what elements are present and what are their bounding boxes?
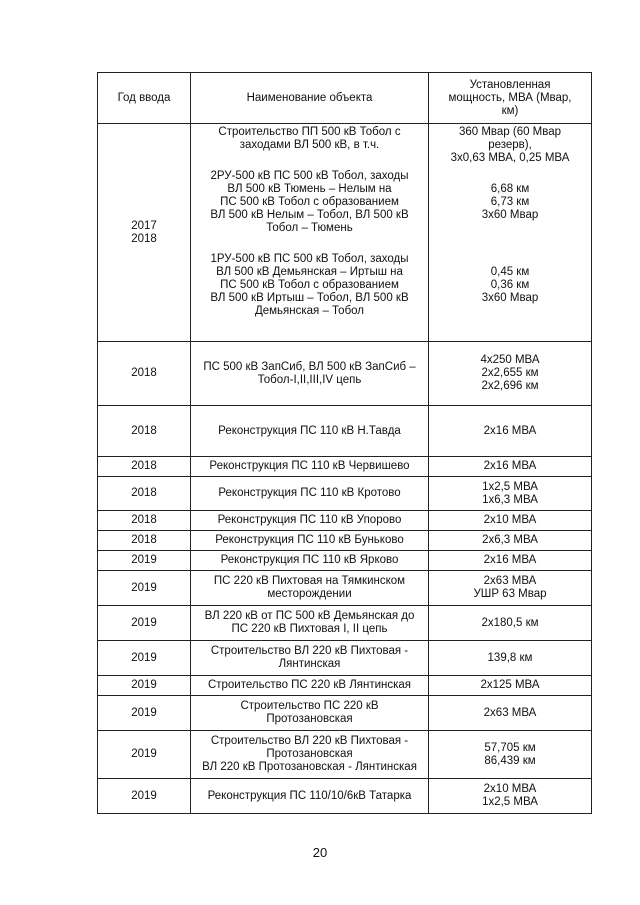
table-row — [98, 641, 592, 676]
spacer — [432, 165, 588, 183]
capacity-line: 6,68 км — [490, 183, 530, 195]
capacity-line: 2х16 МВА — [483, 460, 537, 472]
header-capacity — [429, 73, 592, 124]
year-cell: 2019 — [98, 779, 191, 814]
name-cell — [191, 531, 429, 551]
name-cell — [191, 641, 429, 676]
capacity-block — [432, 126, 588, 165]
name-block — [194, 126, 425, 152]
name-line: месторождении — [267, 588, 352, 600]
name-line: ВЛ 500 кВ Нелым – Тобол, ВЛ 500 кВ — [210, 209, 409, 221]
year-cell: 2018 — [98, 342, 191, 406]
name-line: ПС 220 кВ Пихтовая на Тямкинском — [213, 575, 406, 587]
name-line: ВЛ 500 кВ Демьянская – Иртыш на — [216, 266, 403, 278]
name-line: ВЛ 500 кВ Тюмень – Нелым на — [227, 183, 392, 195]
table-row — [98, 406, 592, 457]
table-row — [98, 477, 592, 511]
table-row — [98, 124, 592, 342]
capacity-line: 2х16 МВА — [483, 424, 537, 437]
capacity-line: 2х180,5 км — [481, 616, 539, 629]
spacer — [432, 222, 588, 266]
table-row — [98, 571, 592, 606]
table-row — [98, 531, 592, 551]
year-cell: 2018 — [98, 406, 191, 457]
capacity-line: 2х63 МВА — [483, 575, 537, 587]
table-row — [98, 511, 592, 531]
capacity-line: 2х2,696 км — [481, 380, 539, 392]
header-year: Год ввода — [98, 73, 191, 124]
name-line: ПС 500 кВ Тобол с образованием — [220, 196, 399, 208]
name-line: ПС 220 кВ Пихтовая I, II цепь — [231, 623, 388, 635]
year-cell — [98, 124, 191, 342]
year-line: 2018 — [131, 232, 157, 245]
name-line: Строительство ВЛ 220 кВ Пихтовая - — [210, 735, 409, 747]
spacer — [194, 152, 425, 170]
name-line: 2РУ-500 кВ ПС 500 кВ Тобол, заходы — [210, 170, 409, 182]
capacity-line: 3х60 Мвар — [481, 209, 539, 221]
year-cell: 2019 — [98, 551, 191, 571]
capacity-block — [432, 266, 588, 305]
name-line: ВЛ 220 кВ Протозановская - Лянтинская — [202, 761, 417, 773]
header-name: Наименование объекта — [191, 73, 429, 124]
table-header-row — [98, 73, 592, 124]
name-block — [194, 170, 425, 235]
name-line: Строительство ПС 220 кВ — [240, 700, 379, 712]
year-cell: 2019 — [98, 571, 191, 606]
table-row — [98, 457, 592, 477]
capacity-line: 360 Мвар (60 Мвар — [458, 126, 562, 138]
capacity-line: 0,45 км — [490, 266, 530, 278]
table-row — [98, 676, 592, 696]
name-cell — [191, 606, 429, 641]
capacity-line: 2х6,3 МВА — [482, 534, 538, 546]
capacity-line: 1х6,3 МВА — [482, 493, 538, 506]
table-body — [98, 342, 592, 814]
name-block — [194, 253, 425, 318]
name-line: Протозановская — [266, 748, 353, 760]
name-line: заходами ВЛ 500 кВ, в т.ч. — [239, 139, 380, 151]
name-line: Протозановская — [266, 713, 353, 725]
name-line: Строительство ПС 220 кВ Лянтинская — [207, 679, 412, 691]
capacity-line: 2х63 МВА — [483, 706, 537, 719]
name-line: Тобол-I,II,III,IV цепь — [257, 373, 362, 386]
capacity-cell — [429, 571, 592, 606]
facilities-table — [97, 72, 592, 814]
year-cell: 2018 — [98, 477, 191, 511]
capacity-cell — [429, 606, 592, 641]
capacity-line: 1х2,5 МВА — [482, 480, 538, 493]
name-line: Демьянская – Тобол — [254, 305, 365, 317]
year-cell: 2018 — [98, 457, 191, 477]
name-line: ВЛ 500 кВ Иртыш – Тобол, ВЛ 500 кВ — [210, 292, 409, 304]
capacity-line: 86,439 км — [484, 754, 536, 767]
table-row — [98, 696, 592, 731]
table-row — [98, 342, 592, 406]
capacity-cell — [429, 696, 592, 731]
capacity-line: 139,8 км — [487, 651, 533, 664]
capacity-cell — [429, 531, 592, 551]
name-cell — [191, 551, 429, 571]
table-row — [98, 551, 592, 571]
name-line: Реконструкция ПС 110/10/6кВ Татарка — [207, 789, 412, 802]
name-line: Реконструкция ПС 110 кВ Червишево — [209, 460, 410, 472]
name-line: Лянтинская — [278, 658, 341, 670]
name-cell — [191, 676, 429, 696]
name-line: Реконструкция ПС 110 кВ Кротово — [218, 487, 401, 499]
year-cell: 2018 — [98, 531, 191, 551]
capacity-line: 6,73 км — [490, 196, 530, 208]
name-line: Строительство ПП 500 кВ Тобол с — [218, 126, 401, 138]
name-cell — [191, 779, 429, 814]
capacity-line: 1х2,5 МВА — [482, 796, 538, 808]
capacity-line: резерв), — [488, 139, 532, 151]
capacity-line: 0,36 км — [490, 279, 530, 291]
capacity-line: 2х10 МВА — [483, 514, 537, 526]
capacity-cell — [429, 477, 592, 511]
header-capacity-line: мощность, МВА (Мвар, — [448, 91, 572, 104]
capacity-line: 3х0,63 МВА, 0,25 МВА — [450, 152, 570, 164]
name-line: Реконструкция ПС 110 кВ Упорово — [217, 514, 402, 526]
capacity-block — [432, 183, 588, 222]
capacity-line: 2х125 МВА — [480, 679, 540, 691]
name-line: ПС 500 кВ ЗапСиб, ВЛ 500 кВ ЗапСиб – — [203, 360, 416, 373]
capacity-cell — [429, 731, 592, 779]
capacity-line: 2х2,655 км — [481, 367, 539, 379]
capacity-line: 4х250 МВА — [480, 354, 540, 366]
name-cell — [191, 457, 429, 477]
year-cell: 2019 — [98, 696, 191, 731]
capacity-cell — [429, 124, 592, 342]
header-capacity-line: Установленная — [469, 78, 551, 91]
name-cell — [191, 731, 429, 779]
capacity-cell — [429, 342, 592, 406]
capacity-line: 3х60 Мвар — [481, 292, 539, 304]
capacity-cell — [429, 406, 592, 457]
capacity-cell — [429, 779, 592, 814]
table-row — [98, 606, 592, 641]
name-line: 1РУ-500 кВ ПС 500 кВ Тобол, заходы — [210, 253, 409, 265]
table-row — [98, 731, 592, 779]
name-line: Строительство ВЛ 220 кВ Пихтовая - — [210, 645, 409, 657]
page-number: 20 — [312, 845, 328, 860]
name-line: ВЛ 220 кВ от ПС 500 кВ Демьянская до — [204, 610, 415, 622]
capacity-line: 2х16 МВА — [483, 554, 537, 566]
year-cell: 2018 — [98, 511, 191, 531]
year-line: 2017 — [131, 219, 157, 232]
capacity-cell — [429, 457, 592, 477]
name-cell — [191, 696, 429, 731]
name-line: ПС 500 кВ Тобол с образованием — [220, 279, 399, 291]
name-line: Реконструкция ПС 110 кВ Буньково — [215, 534, 404, 546]
name-line: Тобол – Тюмень — [266, 222, 353, 234]
year-cell: 2019 — [98, 606, 191, 641]
capacity-cell — [429, 641, 592, 676]
capacity-line: УШР 63 Мвар — [473, 588, 547, 600]
capacity-cell — [429, 551, 592, 571]
capacity-cell — [429, 511, 592, 531]
capacity-cell — [429, 676, 592, 696]
name-line: Реконструкция ПС 110 кВ Н.Тавда — [218, 424, 401, 437]
name-cell — [191, 511, 429, 531]
year-cell: 2019 — [98, 676, 191, 696]
table-row — [98, 779, 592, 814]
name-cell — [191, 477, 429, 511]
name-cell — [191, 124, 429, 342]
capacity-line: 2х10 МВА — [483, 783, 537, 795]
name-cell — [191, 342, 429, 406]
name-cell — [191, 571, 429, 606]
capacity-line: 57,705 км — [484, 741, 536, 754]
name-cell — [191, 406, 429, 457]
header-capacity-line: км) — [501, 104, 519, 117]
name-line: Реконструкция ПС 110 кВ Ярково — [220, 554, 399, 566]
year-cell: 2019 — [98, 731, 191, 779]
spacer — [194, 235, 425, 253]
year-cell: 2019 — [98, 641, 191, 676]
